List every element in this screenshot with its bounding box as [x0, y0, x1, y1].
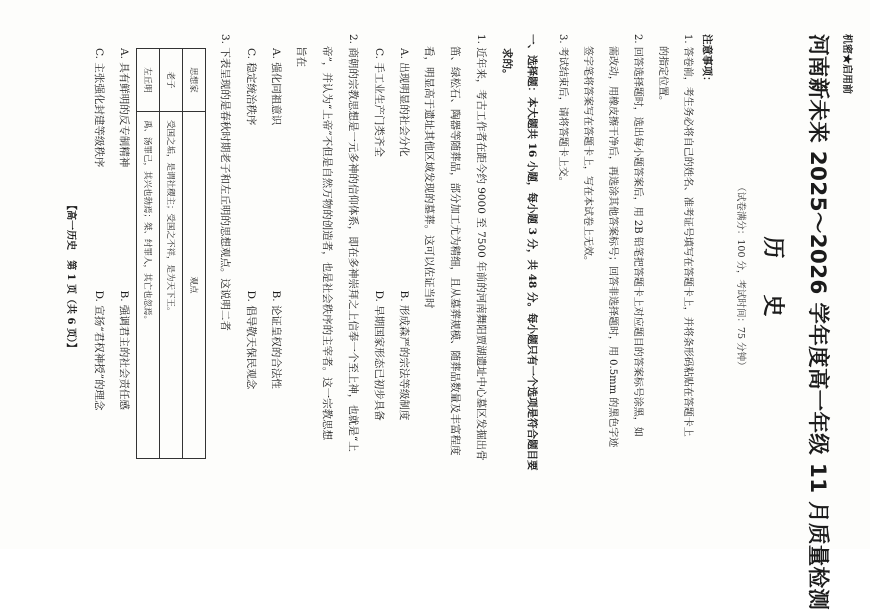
question-stem: 帝”，并认为“上帝”不但是自然万物的创造者，也是社会秩序的主宰者。这一宗教思想	[321, 46, 333, 441]
question-2	[238, 34, 366, 519]
option-d: D. 倡导敬天保民观念	[245, 290, 257, 390]
exam-duration-note: （试卷满分：100 分，考试时间：75 分钟）	[735, 182, 746, 371]
option-c: C. 稳定统治秩序	[245, 48, 257, 126]
option-a: A. 强化同祖意识	[270, 48, 282, 126]
question-stem: 1. 近年来，考古工作者在距今约 9000 至 7500 年前的河南舞阳贾湖遗址中心墓区发掘出骨	[475, 34, 487, 461]
table-header-cell: 思想家	[183, 49, 206, 112]
table-header-cell: 观点	[183, 112, 206, 459]
subject-title: 历史	[760, 236, 786, 353]
table-cell: 左丘明	[137, 49, 160, 112]
notice-line: 1. 答卷前，考生务必将自己的姓名、准考证号填写在答题卡上，并将条形码粘贴在答题卡上	[682, 34, 693, 437]
notice-line: 3. 考试结束后，请将答题卡上交。	[557, 34, 568, 187]
table-cell: 老子	[160, 49, 183, 112]
section-heading: 一、选择题：本大题共 16 小题，每小题 3 分，共 48 分。每小题只有一个选项是符合题目要	[526, 34, 538, 471]
page-footer: 【高一历史 第 1 页（共 6 页）】	[65, 200, 76, 353]
notice-block	[550, 34, 700, 519]
question-stem: 笛、绿松石、陶器等随葬品，部分加工尤为精细，且从墓葬规模、随葬品数量及丰富程度	[449, 46, 461, 456]
question-stem: 3. 下表呈现的是春秋时期老子和左丘明的思想观点。这说明二者	[219, 34, 231, 331]
table-row	[137, 49, 160, 459]
option-a: A. 出现明显的社会分化	[398, 48, 410, 157]
views-table	[136, 48, 206, 459]
option-c: C. 手工业生产门类齐全	[373, 48, 385, 157]
secret-label: 机密★启用前	[841, 34, 852, 94]
option-b: B. 论证皇权的合法性	[270, 290, 282, 389]
notice-line: 签字笔将答案写在答题卡上，写在本试卷上无效。	[582, 46, 593, 266]
option-b: B. 形成森严的宗法等级制度	[398, 290, 410, 421]
exam-title: 河南新未来 2025～2026 学年度高一年级 11 月质量检测	[805, 34, 830, 610]
option-d: D. 宣扬“君权神授”的理念	[93, 290, 105, 411]
notice-heading: 注意事项：	[701, 34, 713, 87]
option-d: D. 早期国家形态已初步具备	[373, 290, 385, 421]
option-row	[86, 34, 111, 519]
option-row	[366, 34, 391, 519]
notice-line: 需改动，用橡皮擦干净后，再选涂其他答案标号；回答非选择题时，用 0.5mm 的黑色字迹	[607, 46, 618, 448]
option-row	[111, 34, 136, 519]
notice-line: 的指定位置。	[657, 46, 668, 106]
table-row	[160, 49, 183, 459]
option-row	[263, 34, 288, 519]
option-c: C. 主张强化封建等级秩序	[93, 48, 105, 168]
table-cell: 禹、汤罪己，其兴也勃焉；桀、纣罪人，其亡也忽焉。	[137, 112, 160, 459]
question-stem: 看，明显高于遗址其他区域发现的墓葬。这可以佐证当时	[423, 46, 435, 309]
question-stem: 2. 商朝的宗教思想是一元多神的信仰体系，即在多神崇拜之上信奉一个至上神，也就是“上	[347, 34, 359, 452]
option-row	[238, 34, 263, 519]
table-header-row	[183, 49, 206, 459]
option-row	[391, 34, 416, 519]
question-1	[366, 34, 494, 519]
question-stem: 旨在	[295, 46, 307, 67]
section-heading-cont: 求的。	[501, 48, 513, 80]
table-cell: 受国之垢，是谓社稷主；受国之不祥，是为天下王。	[160, 112, 183, 459]
notice-line: 2. 回答选择题时，选出每小题答案后，用 2B 铅笔把答题卡上对应题目的答案标号涂黑，如	[632, 34, 643, 437]
option-b: B. 强调君主的社会责任感	[118, 290, 130, 410]
option-a: A. 具有鲜明的反专制精神	[118, 48, 130, 168]
question-3	[86, 34, 238, 519]
